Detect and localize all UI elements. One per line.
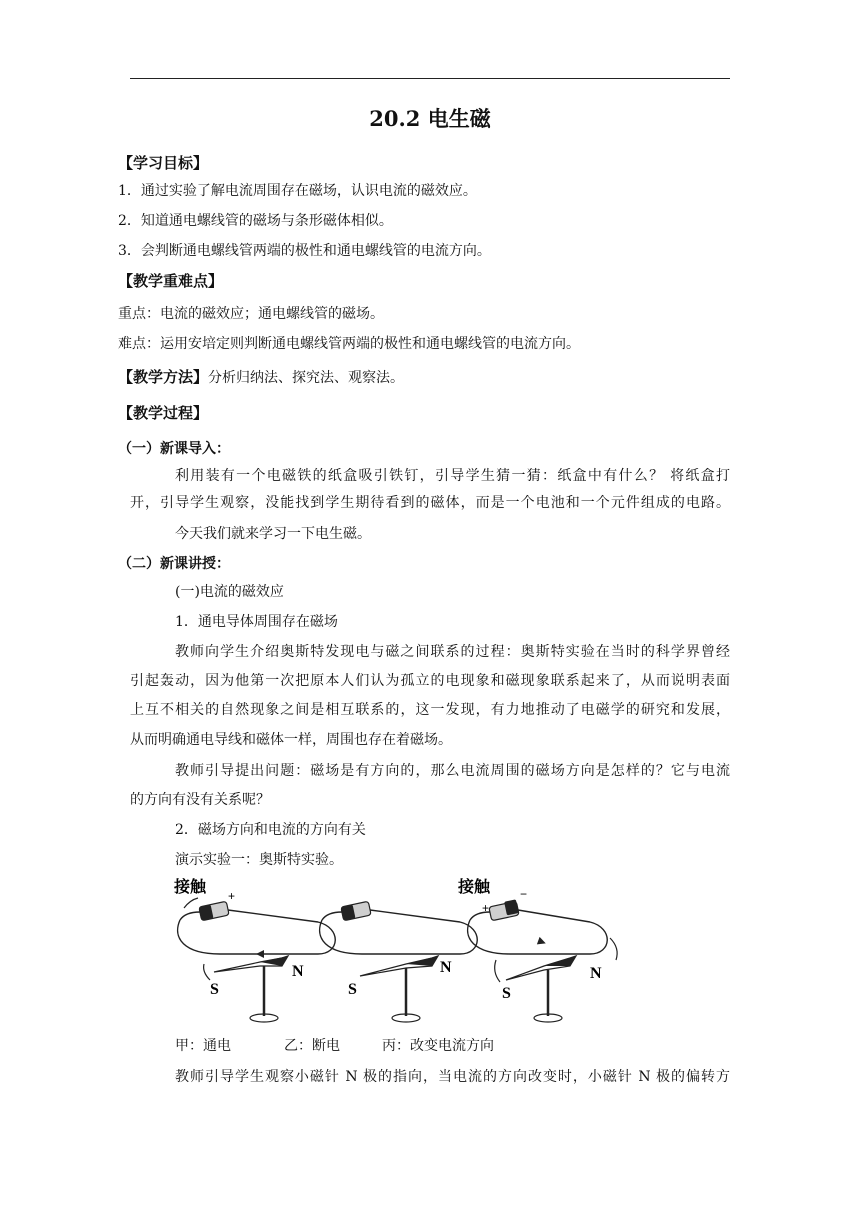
para1-line-4: 从而明确通电导线和磁体一样，周围也存在着磁场。 xyxy=(130,732,452,748)
current-arrow-icon xyxy=(256,950,264,958)
wire-loop-1 xyxy=(178,920,336,954)
methods-text: 分析归纳法、探究法、观察法。 xyxy=(208,370,405,386)
intro-heading: （一）新课导入： xyxy=(118,441,230,457)
para1-line-3: 上互不相关的自然现象之间是相互联系的，这一发现，有力地推动了电磁学的研究和发展， xyxy=(130,702,730,718)
pole-s-1: S xyxy=(210,981,219,998)
panel-unpowered xyxy=(320,901,478,1022)
subsection-1-1: 1．通电导体周围存在磁场 xyxy=(175,614,338,630)
pole-s-2: S xyxy=(348,981,357,998)
methods-heading: 【教学方法】 xyxy=(118,368,209,386)
para1-line-1: 教师向学生介绍奥斯特发现电与磁之间联系的过程：奥斯特实验在当时的科学界曾经 xyxy=(175,644,730,660)
intro-line-3: 今天我们就来学习一下电生磁。 xyxy=(175,526,371,542)
goal-item-3: 3．会判断通电螺线管两端的极性和通电螺线管的电流方向。 xyxy=(118,243,491,259)
lesson-heading: （二）新课讲授： xyxy=(118,556,230,572)
keypoint-key: 重点：电流的磁效应；通电螺线管的磁场。 xyxy=(118,306,384,322)
pole-n-3: N xyxy=(590,965,602,982)
rotation-arrow-icon xyxy=(204,964,210,980)
plus-sign-3: + xyxy=(482,901,490,915)
para2-line-1: 教师引导提出问题：磁场是有方向的，那么电流周围的磁场方向是怎样的？它与电流 xyxy=(175,763,730,779)
header-rule xyxy=(130,78,730,79)
para1-line-2: 引起轰动，因为他第一次把原本人们认为孤立的电现象和磁现象联系起来了，从而说明表面 xyxy=(130,673,730,689)
wire-top-1 xyxy=(228,910,318,922)
intro-line-1: 利用装有一个电磁铁的纸盒吸引铁钉，引导学生猜一猜：纸盒中有什么？ 将纸盒打 xyxy=(175,468,730,484)
panel-powered xyxy=(173,877,335,1022)
methods-line xyxy=(118,367,404,388)
wire-top-2 xyxy=(370,910,460,922)
panel-reversed xyxy=(457,877,617,1022)
rotation-arrow-icon-3 xyxy=(495,960,500,982)
minus-sign-3: − xyxy=(520,887,528,901)
subsection-1-2: 2．磁场方向和电流的方向有关 xyxy=(175,822,366,838)
page-title: 20.2 电生磁 xyxy=(369,106,491,131)
wire-lead-1 xyxy=(180,912,200,920)
pole-n-1: N xyxy=(292,963,304,980)
caption-unpowered: 乙：断电 xyxy=(284,1038,340,1054)
caption-reversed: 丙：改变电流方向 xyxy=(382,1038,494,1054)
intro-line-2: 开，引导学生观察，没能找到学生期待看到的磁体，而是一个电池和一个元件组成的电路。 xyxy=(130,495,730,511)
touch-label-1: 接触 xyxy=(174,879,207,896)
para2-line-2: 的方向有没有关系呢？ xyxy=(130,792,270,808)
touch-arrow-icon xyxy=(184,898,198,908)
goals-heading: 【学习目标】 xyxy=(118,154,209,172)
pole-n-2: N xyxy=(440,959,452,976)
wire-lead-2 xyxy=(322,912,342,920)
wire-top-3 xyxy=(518,910,590,922)
oersted-experiment-figure xyxy=(170,876,622,1028)
demo-line: 演示实验一：奥斯特实验。 xyxy=(175,852,343,868)
keypoint-difficult: 难点：运用安培定则判断通电螺线管两端的极性和通电螺线管的电流方向。 xyxy=(118,336,580,352)
keypoints-heading: 【教学重难点】 xyxy=(118,272,224,290)
caption-powered: 甲：通电 xyxy=(175,1038,231,1054)
process-heading: 【教学过程】 xyxy=(118,404,209,422)
touch-label-3: 接触 xyxy=(458,879,491,896)
last-line: 教师引导学生观察小磁针 N 极的指向，当电流的方向改变时，小磁针 N 极的偏转方 xyxy=(175,1069,730,1085)
rotation-arrow-icon-3b xyxy=(610,938,617,960)
current-arrow-icon-3 xyxy=(537,937,547,947)
wire-loop-3 xyxy=(468,920,608,954)
subsection-1: (一)电流的磁效应 xyxy=(175,584,284,600)
pole-s-3: S xyxy=(502,985,511,1002)
goal-item-1: 1．通过实验了解电流周围存在磁场，认识电流的磁效应。 xyxy=(118,183,477,199)
goal-item-2: 2．知道通电螺线管的磁场与条形磁体相似。 xyxy=(118,213,393,229)
plus-sign-1: + xyxy=(228,889,236,903)
wire-loop-2 xyxy=(320,920,478,954)
